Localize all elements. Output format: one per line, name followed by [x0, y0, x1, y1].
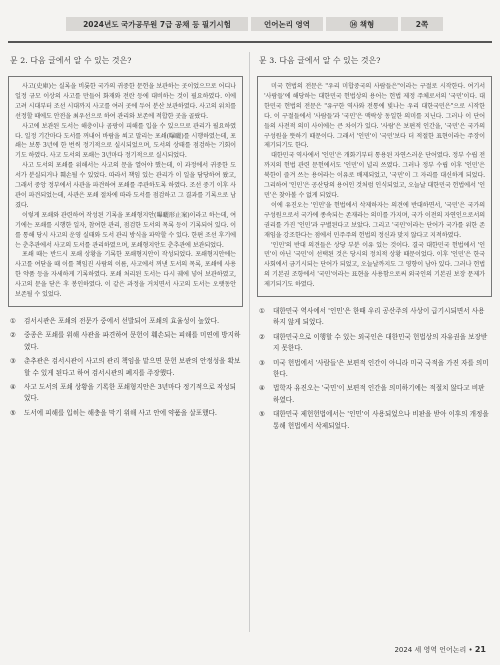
exam-title: 2024년도 국가공무원 7급 공채 등 필기시험 [66, 17, 248, 31]
question-3-passage [257, 76, 492, 297]
option-number: ① [259, 307, 265, 316]
option-1[interactable] [259, 306, 490, 329]
option-text: 사고 도서의 포쇄 상황을 기록한 포쇄형지안은 3년마다 정기적으로 작성되었다. [24, 382, 237, 403]
option-text: 검서시관은 포쇄의 전문가 중에서 선발되어 포쇄의 효율성이 높았다. [24, 316, 220, 325]
option-text: 도서에 피해를 입히는 해충을 막기 위해 사고 안에 약품을 살포했다. [24, 408, 217, 417]
header-divider [8, 41, 492, 43]
question-3 [257, 52, 492, 435]
option-4[interactable] [259, 383, 490, 406]
question-3-title: 문 3. 다음 글에서 알 수 있는 것은? [259, 56, 381, 65]
option-number: ② [10, 331, 16, 340]
option-text: 춘추관은 검서시관이 사고의 관리 책임을 맡으면 문헌 보관의 안정성을 확보할 수 있게 된다고 하여 검서시관의 폐지를 주장했다. [24, 357, 241, 377]
passage-paragraph: 대한민국 역사에서 '인민'은 개화기부터 통용된 자연스러운 단어였다. 정부 수립 전까지의 헌법 관련 문헌에서도 '인민'이 널리 쓰였다. 그러나 정부 수립 이후 '인민'은 북한이 즐겨 쓰는 용어라는 이유로 배제되었고, '국민'이 그 자리를 대신하게 되었다. 그리하여 '인민'은 공산당의 용어인 것처럼 인식되었고, 오늘날 대한민국 헌법에서 '인민'은 찾아볼 수 없게 되었다. [264, 152, 485, 199]
option-text: 법학자 유진오는 '국민'이 보편적 인간을 의미하기에는 적절치 않다고 비판하였다. [273, 384, 485, 404]
question-3-options [257, 306, 492, 432]
passage-paragraph: 미국 헌법의 전문은 "우리 미합중국의 사람들은"이라는 구절로 시작한다. 여기서 '사람들'에 해당하는 대한민국 헌법상의 용어는 헌법 제정 주체로서의 '국민'이다. 대한민국 헌법의 전문은 "유구한 역사와 전통에 빛나는 우리 대한국민은"으로 시작한다. 이 구절들에서 '사람들'과 '국민'은 맥락상 동일한 의미를 지닌다. 그러나 이 단어들의 사전적 의미 사이에는 큰 차이가 있다. '사람'은 보편적 인간을, '국민'은 국가의 구성원을 뜻하기 때문이다. 그래서 '인민'이 '국민'보다 더 적절한 표현이라는 주장이 제기되기도 한다. [264, 83, 485, 150]
option-3[interactable] [259, 358, 490, 381]
option-number: ③ [10, 357, 16, 366]
page-footer [394, 645, 486, 655]
question-2 [8, 52, 243, 422]
question-2-options [8, 316, 243, 419]
option-number: ⑤ [10, 408, 16, 417]
option-2[interactable] [10, 330, 241, 353]
option-number: ④ [259, 384, 265, 393]
passage-paragraph: 사고 도서의 포쇄를 위해서는 사고의 문을 열어야 했는데, 이 과정에서 귀중한 도서가 분실되거나 훼손될 수 있었다. 따라서 책임 있는 관리가 이 일을 담당하여 왔고, 그래서 중앙 정부에서 사관을 파견하여 포쇄를 주관하도록 하였다. 조선 중기 이후 사관이 파견되었는데, 사관은 포쇄 절차에 따라 도서를 점검하고 그 결과를 기록으로 남겼다. [15, 162, 236, 209]
option-number: ① [10, 316, 16, 325]
option-text: 미국 헌법에서 '사람들'은 보편적 인간이 아니라 미국 국적을 가진 자를 의미한다. [273, 358, 489, 379]
passage-paragraph: 사고에 보관된 도서는 해충이나 곰팡이 피해를 입을 수 있으므로 관리가 필요하였다. 일정 기간마다 도서를 꺼내어 바람을 쐬고 말리는 포쇄(曝曬)를 시행하였는데, 포쇄는 보통 3년에 한 번씩 정기적으로 실시되었으며, 도서의 상태를 점검하는 기회이기도 하였다. 사고 도서의 포쇄는 3년마다 정기적으로 실시되었다. [15, 122, 236, 160]
option-text: 대한민국 제헌헌법에서는 '인민'이 사용되었으나 비판을 받아 이후의 개정을 통해 헌법에서 삭제되었다. [273, 410, 489, 430]
option-number: ② [259, 332, 265, 341]
option-number: ④ [10, 382, 16, 391]
footer-page-number: 21 [474, 645, 486, 654]
option-number: ⑤ [259, 410, 265, 419]
passage-paragraph: 포쇄 때는 반드시 포쇄 상황을 기록한 포쇄형지안이 작성되었다. 포쇄형지안에는 사고를 여닫을 때 이를 책임진 사람의 이름, 사고에서 꺼낸 도서의 목록, 포쇄에 사용한 약품 등을 자세하게 기록하였다. 포쇄 처리된 도서는 다시 궤에 넣어 보관하였고, 사고의 문을 닫은 후 봉인하였다. 이 같은 과정을 거치면서 사고의 도서는 오랫동안 보존될 수 있었다. [15, 251, 236, 299]
option-text: 중종은 포쇄를 위해 사관을 파견하여 문헌이 훼손되는 피해를 미연에 방지하였다. [24, 331, 241, 351]
question-2-title: 문 2. 다음 글에서 알 수 있는 것은? [10, 56, 132, 65]
option-3[interactable] [10, 356, 241, 379]
question-2-passage [8, 76, 243, 307]
option-1[interactable] [10, 316, 241, 327]
page-header [0, 0, 500, 38]
option-text: 대한민국 역사에서 '인민'은 한때 우리 공산주의 사상이 급기시되면서 사용하지 않게 되었다. [273, 307, 485, 327]
subject-label: 언어논리 영역 [251, 17, 323, 31]
passage-paragraph: 사고(史庫)는 실록을 비롯한 국가의 귀중한 문헌을 보관하는 곳이었으므로 어디나 일정 규모 이상의 사고를 만들어 화재와 전란 등에 대비하는 것이 필요하였다. 이에 고려 시대부터 조선 시대까지 사고를 여러 곳에 두어 분산 보관하였다. 사고의 위치를 선정할 때에도 안전을 최우선으로 하여 관리와 보존에 적합한 곳을 골랐다. [15, 83, 236, 120]
option-text: 대한민국으로 이행할 수 있는 외국인은 대한민국 헌법상의 자유권을 보장받지 못한다. [273, 332, 488, 353]
passage-paragraph: 이렇게 포쇄와 관련하여 작성된 기록을 포쇄형지안(曝曬形止案)이라고 하는데, 여기에는 포쇄를 시행한 일자, 참여한 관리, 점검한 도서의 목록 등이 기록되어 있다. 이를 통해 당시 사고의 운영 실태와 도서 관리 방식을 파악할 수 있다. 한편 조선 후기에는 춘추관에서 사고의 도서를 관리하였으며, 포쇄형지안도 춘추관에 보관되었다. [15, 211, 236, 249]
column-divider [249, 52, 250, 632]
option-2[interactable] [259, 332, 490, 355]
option-5[interactable] [10, 408, 241, 419]
booklet-type: ⑭ 책형 [326, 17, 398, 31]
footer-label: 2024 세 영역 언어논리 • [394, 646, 473, 654]
page-label: 2쪽 [401, 17, 443, 31]
option-4[interactable] [10, 382, 241, 405]
passage-paragraph: '인민'의 반대 의견들은 상당 부분 이유 있는 것이다. 결국 대한민국 헌법에서 '인민'이 아닌 '국민'이 선택된 것은 당시의 정치적 상황 때문이었다. 이후 '인민'은 한국 사회에서 금기시되는 단어가 되었고, 오늘날까지도 그 영향이 남아 있다. 그러나 헌법의 기본권 조항에서 '국민'이라는 표현을 사용함으로써 외국인의 기본권 보장 문제가 제기되기도 하였다. [264, 241, 485, 289]
option-5[interactable] [259, 409, 490, 432]
passage-paragraph: 이에 유진오는 '인민'을 헌법에서 삭제하자는 의견에 반대하면서, '국민'은 국가의 구성원으로서 국가에 종속되는 존재라는 의미를 가지며, 국가 이전의 자연인으로서의 권리를 가진 '인민'과 구별된다고 보았다. 그리고 '국민'이라는 단어가 국가를 위한 존재임을 강조한다는 점에서 민주주의 헌법의 정신과 맞지 않다고 지적하였다. [264, 201, 485, 239]
option-number: ③ [259, 358, 265, 367]
